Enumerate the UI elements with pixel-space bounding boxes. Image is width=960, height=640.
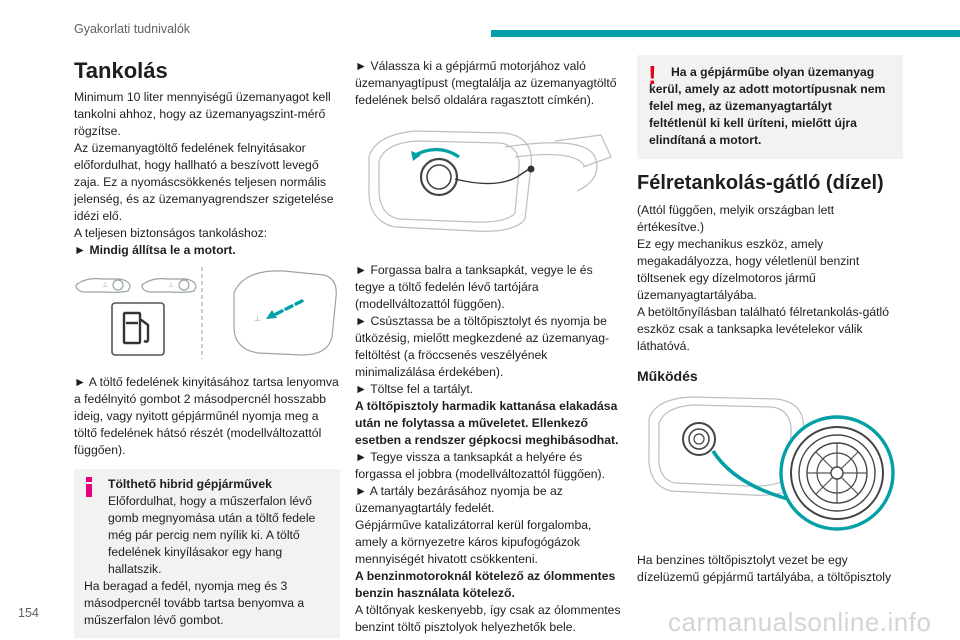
svg-text:⊥: ⊥	[168, 281, 175, 289]
page-number: 154	[18, 606, 39, 620]
step-replace-cap: ► Tegye vissza a tanksapkát a helyére és forgassa el jobbra (modellváltozattól függően).	[355, 450, 605, 481]
intro-paragraph-3: A teljesen biztonságos tankoláshoz:	[74, 226, 268, 240]
hybrid-note-box	[74, 469, 340, 638]
column-1	[74, 58, 340, 638]
step-select-fuel: ► Válassza ki a gépjármű motorjához való üzemanyagtípust (megtalálja az üzemanyagtöltő fedelének belső oldalára ragasztott címkén).	[355, 59, 617, 107]
running-header: Gyakorlati tudnivalók	[74, 22, 191, 36]
step-insert-nozzle: ► Csúsztassa be a töltőpisztolyt és nyomja be ütközésig, mielőtt megkezdené az üzemanyag-feltöltést (a fröccsenés veszélyének minimalizálása érdekében).	[355, 314, 610, 379]
step-remove-cap: ► Forgassa balra a tanksapkát, vegye le és tegye a töltő fedelén lévő tartójára (modellváltozattól függően).	[355, 263, 593, 311]
misfuel-visibility: A betöltőnyílásban található félretankolás-gátló eszköz csak a tanksapka levételekor válik láthatóvá.	[637, 305, 890, 353]
misfuel-country: (Attól függően, melyik országban lett értékesítve.)	[637, 203, 835, 234]
fuel-flap-button-figure	[74, 267, 340, 364]
misfuel-operation-text: Ha benzines töltőpisztolyt vezet be egy dízelüzemű gépjármű tartályába, a töltőpisztoly	[637, 553, 892, 584]
misfuel-device-illustration	[637, 393, 903, 533]
step-stop-engine: ► Mindig állítsa le a motort.	[74, 243, 236, 257]
misfuel-description: Ez egy mechanikus eszköz, amely megakadályozza, hogy véletlenül benzint töltsenek egy dízelmotoros jármű üzemanyagtartályába.	[637, 237, 860, 302]
note-title: Tölthető hibrid gépjárművek	[108, 477, 272, 491]
section-title: Tankolás	[74, 58, 168, 83]
step-fill-tank: ► Töltse fel a tartályt.	[355, 382, 474, 396]
warning-text: Ha a gépjárműbe olyan üzemanyag kerül, amely az adott motortípusnak nem felel meg, az üzemanyagtartályt feltétlenül ki kell üríteni, mielőtt újra elindítaná a motort.	[649, 65, 886, 147]
watermark: carmanualsonline.info	[668, 607, 932, 637]
info-icon	[84, 477, 94, 497]
svg-text:⊥: ⊥	[254, 314, 261, 323]
operation-subtitle: Működés	[637, 368, 698, 384]
misfuel-device-figure	[637, 393, 903, 538]
catalyst-text: Gépjárműve katalizátorral kerül forgalomba, amely a környezetre káros kipufogógázok mennyiségét hivatott csökkenteni.	[355, 518, 592, 566]
intro-paragraph-1: Minimum 10 liter mennyiségű üzemanyagot kell tankolni ahhoz, hogy az üzemanyagszint-mérő rögzítse.	[74, 90, 331, 138]
third-click-warning: A töltőpisztoly harmadik kattanása elakadása után ne folytassa a műveletet. Ellenkező esetben a rendszer gépkocsi meghibásodhat.	[355, 399, 619, 447]
column-2	[355, 58, 621, 636]
step-open-flap: ► A töltő fedelének kinyitásához tartsa lenyomva a fedélnyitó gombot 2 másodpercnél hosszabb ideig, vagy nyitott gépjárműnél nyomja meg a töltő fedelének hátsó részét (modellváltozattól függően).	[74, 375, 339, 457]
filler-neck-text: A töltőnyak keskenyebb, így csak az ólommentes benzint töltő pisztolyok helyezhetők bele.	[355, 603, 621, 634]
note-text: Előfordulhat, hogy a műszerfalon lévő gomb megnyomása után a töltő fedele még pár percig nem nyílik ki. A töltő fedelének kinyílásakor egy hang hallatszik.	[108, 494, 316, 576]
header-accent-bar	[491, 30, 960, 37]
step-close-flap: ► A tartály bezárásához nyomja be az üzemanyagtartály fedelét.	[355, 484, 563, 515]
warning-box	[637, 55, 903, 159]
svg-text:⊥: ⊥	[102, 281, 109, 289]
intro-paragraph-2: Az üzemanyagtöltő fedelének felnyitásakor előfordulhat, hogy hallható a beszívott levegő zaja. Ez a nyomáscsökkenés teljesen normális jelenség, és az üzemanyagrendszer szigetelése idézi elő.	[74, 141, 334, 223]
fuel-cap-illustration	[355, 127, 621, 237]
fuel-cap-figure	[355, 127, 621, 242]
unleaded-required: A benzinmotoroknál kötelező az ólommentes benzin használata kötelező.	[355, 569, 616, 600]
note-text-2: Ha beragad a fedél, nyomja meg és 3 másodpercnél tovább tartsa benyomva a műszerfalon lévő gombot.	[84, 579, 305, 627]
column-3	[637, 58, 903, 586]
warning-icon: !	[648, 60, 657, 90]
misfuel-title: Félretankolás-gátló (dízel)	[637, 172, 884, 194]
dashboard-button-illustration	[74, 267, 340, 359]
